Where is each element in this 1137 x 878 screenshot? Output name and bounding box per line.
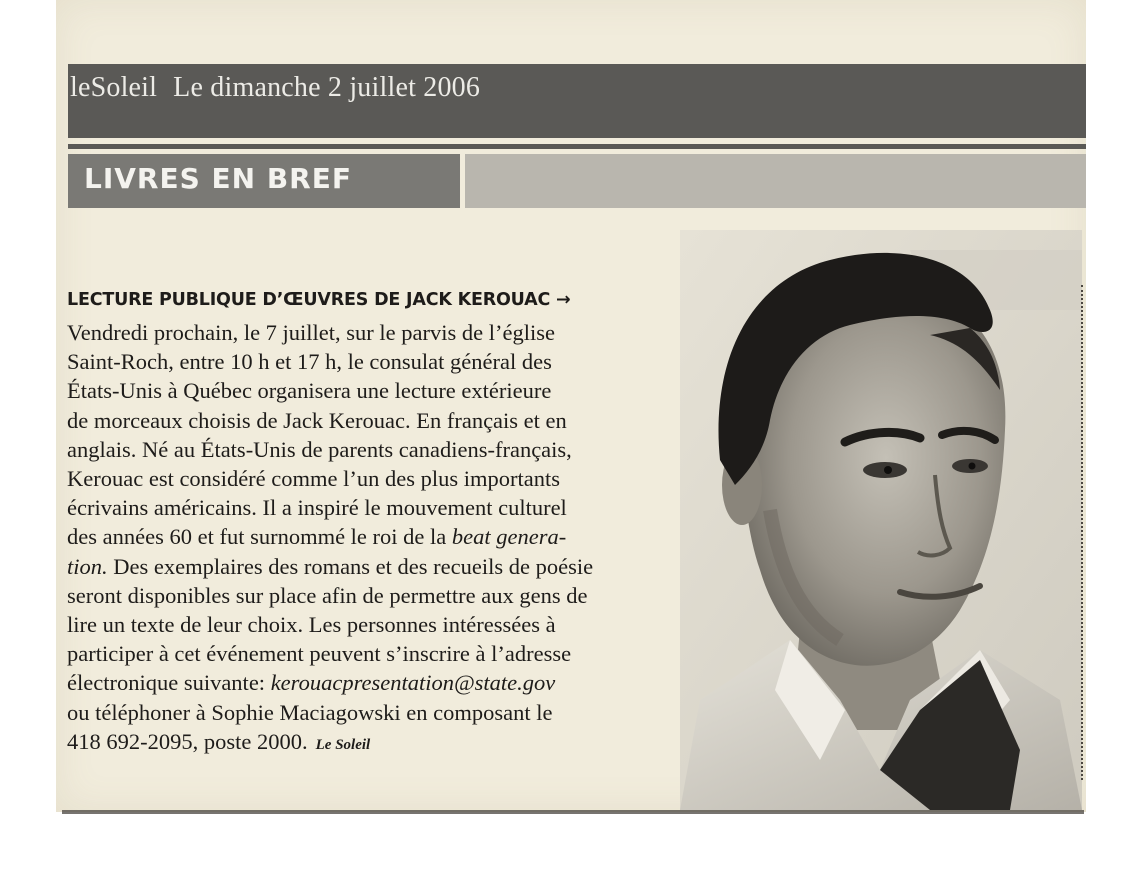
body-line [67,668,747,697]
beat-generation-italic: beat genera- [451,524,567,550]
body-line-text: Des exemplaires des romans et des recueils de poésie [113,553,594,579]
body-line: seront disponibles sur place afin de permettre aux gens de [67,582,588,608]
beat-generation-italic-end: tion. [67,553,108,579]
masthead [70,72,480,104]
article-body [67,318,747,760]
body-line: écrivains américains. Il a inspiré le mouvement culturel [67,495,567,521]
section-bar-extension [465,154,1086,208]
section-title: LIVRES EN BREF [84,162,352,195]
issue-date: Le dimanche 2 juillet 2006 [173,72,481,103]
author-portrait-photo [680,230,1082,810]
body-line: Vendredi prochain, le 7 juillet, sur le parvis de l’église [67,320,555,345]
body-line: États-Unis à Québec organisera une lecture extérieure [67,378,552,404]
body-line-text: des années 60 et fut surnommé le roi de la [67,524,447,550]
phone-number: 418 692-2095, poste 2000. [67,728,308,754]
body-line [67,552,747,581]
email-address: kerouacpresentation@state.gov [270,670,556,696]
email-label: électronique suivante: [67,670,266,696]
body-line [67,727,747,760]
body-line: de morceaux choisis de Jack Kerouac. En français et en [67,407,567,433]
body-line: participer à cet événement peuvent s’inscrire à l’adresse [67,641,572,667]
divider-rule [68,144,1086,149]
body-line: Kerouac est considéré comme l’un des plus importants [67,466,560,492]
body-line [67,522,747,551]
body-line: ou téléphoner à Sophie Maciagowski en composant le [67,699,553,725]
article-headline: LECTURE PUBLIQUE D’ŒUVRES DE JACK KEROUAC → [67,290,571,310]
article-credit: Le Soleil [315,736,371,753]
clipping-bottom-edge [62,810,1084,814]
column-rule [1081,285,1083,780]
body-line: lire un texte de leur choix. Les personnes intéressées à [67,612,556,638]
body-line: Saint-Roch, entre 10 h et 17 h, le consulat général des [67,349,552,375]
body-line: anglais. Né au États-Unis de parents canadiens-français, [67,436,572,462]
newspaper-name: leSoleil [70,72,158,103]
